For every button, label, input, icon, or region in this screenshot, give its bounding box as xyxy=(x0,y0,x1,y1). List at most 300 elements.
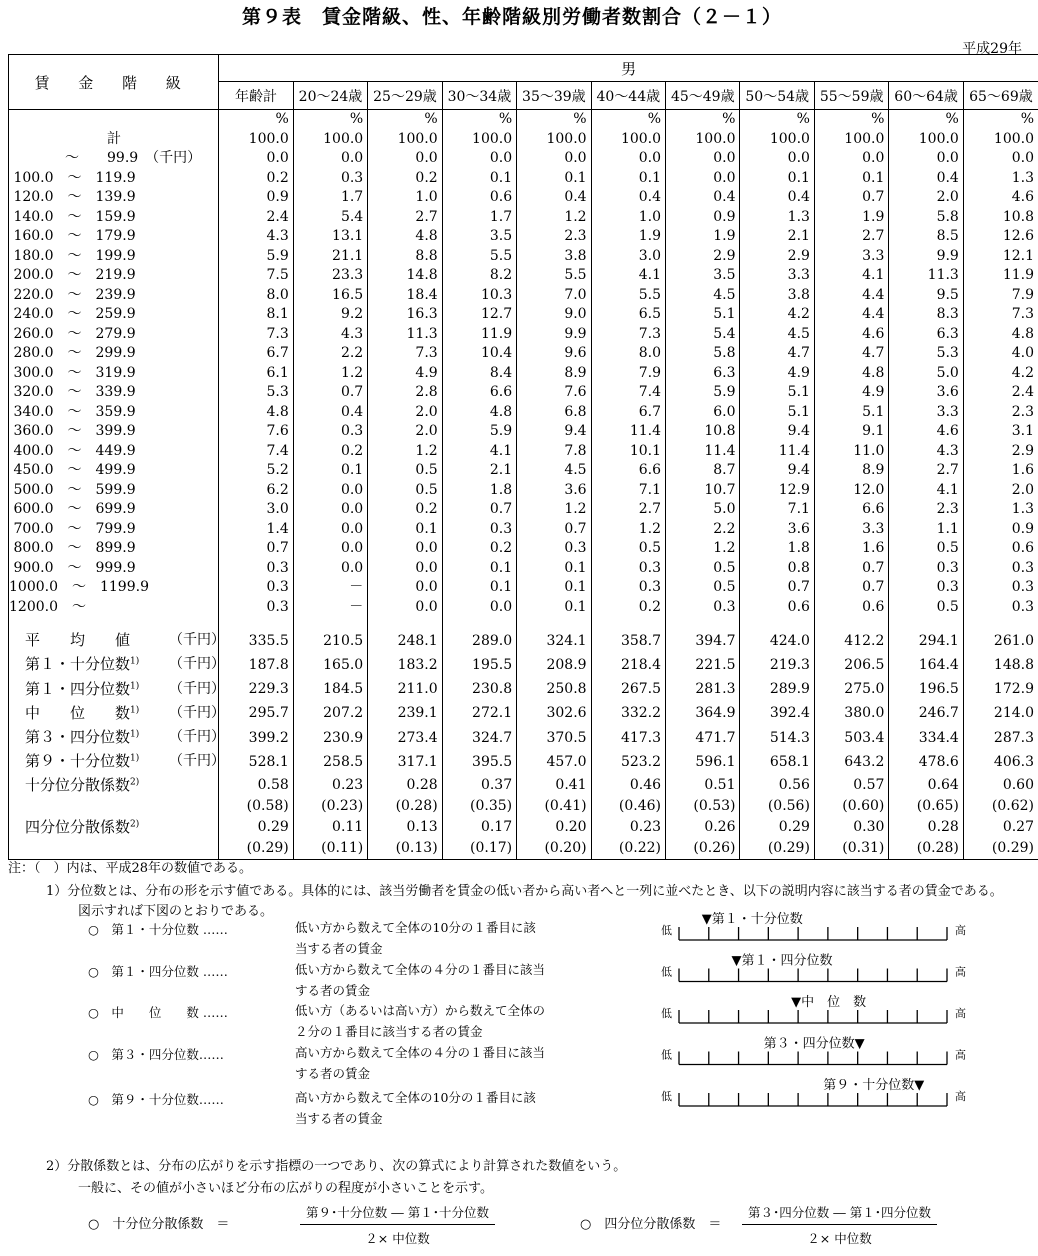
value-cell: 358.7 xyxy=(591,629,665,653)
stat-row xyxy=(9,702,1038,726)
value-cell: 9.5 xyxy=(889,286,963,306)
value-cell: 9.9 xyxy=(517,325,591,345)
value-cell: 5.1 xyxy=(740,403,814,423)
value-cell: 250.8 xyxy=(517,678,591,702)
value-cell: 9.4 xyxy=(740,461,814,481)
value-cell: 6.1 xyxy=(219,364,293,384)
value-cell: 0.51 xyxy=(666,775,740,797)
value-cell xyxy=(740,617,814,629)
quantile-scale xyxy=(661,1036,966,1065)
value-cell: 0.2 xyxy=(442,539,516,559)
value-cell: 10.7 xyxy=(666,481,740,501)
table-row xyxy=(9,539,1038,559)
value-cell: 16.3 xyxy=(368,305,442,325)
stat-unit: （千円） xyxy=(169,729,225,746)
value-cell: (0.58) xyxy=(219,796,293,817)
row-label: 120.0 ～ 139.9 xyxy=(9,188,219,208)
value-cell: 0.3 xyxy=(219,598,293,618)
value-cell: 7.4 xyxy=(219,442,293,462)
value-cell: 2.3 xyxy=(963,403,1038,423)
value-cell: 206.5 xyxy=(814,653,888,677)
value-cell: 424.0 xyxy=(740,629,814,653)
value-cell: 4.6 xyxy=(889,422,963,442)
value-cell: 221.5 xyxy=(666,653,740,677)
value-cell: 100.0 xyxy=(814,130,888,150)
row-label: 260.0 ～ 279.9 xyxy=(9,325,219,345)
row-label: 計 xyxy=(9,130,219,150)
value-cell: 1.0 xyxy=(368,188,442,208)
value-cell: 317.1 xyxy=(368,750,442,774)
value-cell: 0.64 xyxy=(889,775,963,797)
value-cell: 5.2 xyxy=(219,461,293,481)
value-cell: 4.7 xyxy=(814,344,888,364)
value-cell: 13.1 xyxy=(293,227,367,247)
value-cell: (0.28) xyxy=(368,796,442,817)
row-label: 340.0 ～ 359.9 xyxy=(9,403,219,423)
value-cell xyxy=(442,617,516,629)
value-cell: 406.3 xyxy=(963,750,1038,774)
value-cell: 275.0 xyxy=(814,678,888,702)
value-cell: 0.3 xyxy=(219,559,293,579)
value-cell: 267.5 xyxy=(591,678,665,702)
value-cell: 2.1 xyxy=(740,227,814,247)
value-cell: 100.0 xyxy=(666,130,740,150)
stat-name: 第１・四分位数 xyxy=(25,679,131,698)
row-label xyxy=(9,617,219,629)
value-cell: 0.4 xyxy=(591,188,665,208)
value-cell: 3.5 xyxy=(442,227,516,247)
value-cell: (0.46) xyxy=(591,796,665,817)
row-label: 450.0 ～ 499.9 xyxy=(9,461,219,481)
value-cell: 0.3 xyxy=(219,578,293,598)
value-cell: 3.0 xyxy=(591,247,665,267)
stat-footnote-ref: 1) xyxy=(130,705,140,716)
quantile-description: 低い方（あるいは高い方）から数えて全体の２分の１番目に該当する者の賃金 xyxy=(295,1003,546,1039)
table-row xyxy=(9,266,1038,286)
value-cell: (0.41) xyxy=(517,796,591,817)
value-cell: 0.0 xyxy=(293,559,367,579)
value-cell: % xyxy=(442,110,516,130)
value-cell: 334.4 xyxy=(889,726,963,750)
value-cell: 5.4 xyxy=(666,325,740,345)
value-cell: 4.8 xyxy=(963,325,1038,345)
value-cell: 0.1 xyxy=(740,169,814,189)
value-cell: 0.28 xyxy=(368,775,442,797)
age-header-cell: 50～54歳 xyxy=(740,82,814,110)
stat-row xyxy=(9,726,1038,750)
value-cell: 4.8 xyxy=(814,364,888,384)
quantile-item: ○ 中 位 数 …… xyxy=(88,1005,228,1020)
value-cell: 10.8 xyxy=(963,208,1038,228)
value-cell: 2.1 xyxy=(442,461,516,481)
value-cell: 4.8 xyxy=(368,227,442,247)
value-cell: 9.0 xyxy=(517,305,591,325)
value-cell: 478.6 xyxy=(889,750,963,774)
value-cell: 2.9 xyxy=(740,247,814,267)
value-cell: 100.0 xyxy=(517,130,591,150)
value-cell: 0.30 xyxy=(814,817,888,839)
value-cell xyxy=(368,617,442,629)
value-cell: 0.0 xyxy=(368,539,442,559)
age-header-cell: 65～69歳 xyxy=(963,82,1038,110)
value-cell: 10.1 xyxy=(591,442,665,462)
row-label xyxy=(9,775,219,797)
value-cell: 6.0 xyxy=(666,403,740,423)
value-cell: 0.0 xyxy=(740,149,814,169)
value-cell: 0.2 xyxy=(368,169,442,189)
wage-distribution-table xyxy=(8,54,1038,860)
age-header-cell: 60～64歳 xyxy=(889,82,963,110)
value-cell: 1.2 xyxy=(368,442,442,462)
value-cell: 0.3 xyxy=(889,578,963,598)
value-cell: 100.0 xyxy=(889,130,963,150)
value-cell: 6.7 xyxy=(591,403,665,423)
value-cell: 6.6 xyxy=(814,500,888,520)
value-cell: 218.4 xyxy=(591,653,665,677)
value-cell: 258.5 xyxy=(293,750,367,774)
quantile-description: 高い方から数えて全体の10分の１番目に該当する者の賃金 xyxy=(295,1090,536,1126)
value-cell: 1.9 xyxy=(666,227,740,247)
note-previous-year: 注：（ ）内は、平成28年の数値である。 xyxy=(8,861,253,876)
value-cell: 6.3 xyxy=(666,364,740,384)
value-cell: 0.7 xyxy=(740,578,814,598)
row-label: 280.0 ～ 299.9 xyxy=(9,344,219,364)
value-cell: 0.29 xyxy=(219,817,293,839)
stat-row xyxy=(9,653,1038,677)
value-cell: 394.7 xyxy=(666,629,740,653)
value-cell: 0.0 xyxy=(368,559,442,579)
value-cell: 1.2 xyxy=(517,500,591,520)
age-header-cell: 年齢計 xyxy=(219,82,293,110)
stat-unit: （千円） xyxy=(169,753,225,770)
value-cell: 246.7 xyxy=(889,702,963,726)
value-cell: 9.6 xyxy=(517,344,591,364)
value-cell: 287.3 xyxy=(963,726,1038,750)
value-cell: 7.1 xyxy=(740,500,814,520)
scale-high-label: 高 xyxy=(955,965,966,979)
value-cell: 0.2 xyxy=(293,442,367,462)
value-cell: 392.4 xyxy=(740,702,814,726)
value-cell: 0.60 xyxy=(963,775,1038,797)
value-cell: 289.0 xyxy=(442,629,516,653)
value-cell: 0.9 xyxy=(219,188,293,208)
value-cell: 0.1 xyxy=(442,169,516,189)
value-cell: (0.28) xyxy=(889,838,963,859)
value-cell: 335.5 xyxy=(219,629,293,653)
value-cell: 0.58 xyxy=(219,775,293,797)
row-label xyxy=(9,653,225,677)
value-cell: 7.3 xyxy=(963,305,1038,325)
value-cell: 528.1 xyxy=(219,750,293,774)
unit-row xyxy=(9,110,1038,130)
value-cell: 3.3 xyxy=(814,520,888,540)
value-cell: 0.6 xyxy=(442,188,516,208)
value-cell: 8.2 xyxy=(442,266,516,286)
value-cell: (0.56) xyxy=(740,796,814,817)
row-label: 320.0 ～ 339.9 xyxy=(9,383,219,403)
value-cell: 1.3 xyxy=(963,500,1038,520)
table-row xyxy=(9,344,1038,364)
stat-footnote-ref: 1) xyxy=(130,753,140,764)
value-cell: 2.9 xyxy=(963,442,1038,462)
row-label xyxy=(9,702,225,726)
value-cell: 1.6 xyxy=(814,539,888,559)
value-cell: 0.4 xyxy=(517,188,591,208)
value-cell: 380.0 xyxy=(814,702,888,726)
value-cell: 248.1 xyxy=(368,629,442,653)
sex-header: 男 xyxy=(219,55,1038,82)
stat-name: 第３・四分位数 xyxy=(25,728,131,747)
value-cell: 7.3 xyxy=(591,325,665,345)
value-cell: 4.8 xyxy=(442,403,516,423)
value-cell: 399.2 xyxy=(219,726,293,750)
table-row xyxy=(9,461,1038,481)
value-cell: 4.1 xyxy=(889,481,963,501)
value-cell: 294.1 xyxy=(889,629,963,653)
value-cell: 214.0 xyxy=(963,702,1038,726)
value-cell: 2.0 xyxy=(368,422,442,442)
value-cell: 0.5 xyxy=(889,539,963,559)
value-cell: 0.56 xyxy=(740,775,814,797)
value-cell: 0.0 xyxy=(889,149,963,169)
value-cell: 12.9 xyxy=(740,481,814,501)
value-cell: 0.0 xyxy=(666,149,740,169)
value-cell: 4.1 xyxy=(814,266,888,286)
value-cell: 195.5 xyxy=(442,653,516,677)
row-label xyxy=(9,726,225,750)
table-row xyxy=(9,422,1038,442)
stat-row xyxy=(9,750,1038,774)
stat-footnote-ref: 1) xyxy=(130,680,140,691)
wage-class-header: 賃 金 階 級 xyxy=(9,55,219,110)
value-cell: 0.7 xyxy=(219,539,293,559)
value-cell xyxy=(293,617,367,629)
value-cell: 0.6 xyxy=(963,539,1038,559)
value-cell: 5.9 xyxy=(442,422,516,442)
value-cell: 0.57 xyxy=(814,775,888,797)
value-cell: 1.1 xyxy=(889,520,963,540)
value-cell: 7.0 xyxy=(517,286,591,306)
value-cell: (0.65) xyxy=(889,796,963,817)
value-cell: 9.1 xyxy=(814,422,888,442)
value-cell: 0.1 xyxy=(442,578,516,598)
value-cell: 395.5 xyxy=(442,750,516,774)
value-cell: 4.9 xyxy=(740,364,814,384)
value-cell: 5.5 xyxy=(591,286,665,306)
value-cell: 0.7 xyxy=(814,559,888,579)
value-cell: % xyxy=(963,110,1038,130)
value-cell: 2.0 xyxy=(963,481,1038,501)
row-label: 200.0 ～ 219.9 xyxy=(9,266,219,286)
value-cell: 4.8 xyxy=(219,403,293,423)
row-label: 600.0 ～ 699.9 xyxy=(9,500,219,520)
value-cell: 0.20 xyxy=(517,817,591,839)
value-cell: 7.3 xyxy=(368,344,442,364)
value-cell: 0.11 xyxy=(293,817,367,839)
value-cell: 412.2 xyxy=(814,629,888,653)
value-cell xyxy=(666,617,740,629)
value-cell: 2.3 xyxy=(889,500,963,520)
value-cell: 2.0 xyxy=(368,403,442,423)
table-row xyxy=(9,325,1038,345)
value-cell: 18.4 xyxy=(368,286,442,306)
value-cell: 8.0 xyxy=(591,344,665,364)
value-cell: % xyxy=(814,110,888,130)
value-cell: 4.4 xyxy=(814,305,888,325)
stat-footnote-ref: 1) xyxy=(130,729,140,740)
value-cell: 457.0 xyxy=(517,750,591,774)
table-row xyxy=(9,500,1038,520)
value-cell: 2.7 xyxy=(591,500,665,520)
coef-footnote-ref: 2) xyxy=(130,819,140,830)
value-cell: 261.0 xyxy=(963,629,1038,653)
value-cell: 1.6 xyxy=(963,461,1038,481)
value-cell: % xyxy=(219,110,293,130)
value-cell: 0.5 xyxy=(889,598,963,618)
row-label: 1200.0 ～ xyxy=(9,598,219,618)
value-cell: 0.3 xyxy=(293,422,367,442)
value-cell: 7.8 xyxy=(517,442,591,462)
value-cell: 0.7 xyxy=(442,500,516,520)
value-cell: 0.7 xyxy=(517,520,591,540)
table-row xyxy=(9,598,1038,618)
value-cell: 11.4 xyxy=(740,442,814,462)
scale-low-label: 低 xyxy=(661,965,672,979)
value-cell: 0.6 xyxy=(814,598,888,618)
value-cell: 3.6 xyxy=(740,520,814,540)
table-row xyxy=(9,188,1038,208)
value-cell: 0.26 xyxy=(666,817,740,839)
value-cell: (0.29) xyxy=(219,838,293,859)
value-cell: 164.4 xyxy=(889,653,963,677)
value-cell: 7.9 xyxy=(591,364,665,384)
value-cell: 5.1 xyxy=(666,305,740,325)
row-label: 500.0 ～ 599.9 xyxy=(9,481,219,501)
value-cell: 184.5 xyxy=(293,678,367,702)
value-cell: % xyxy=(517,110,591,130)
row-label: 360.0 ～ 399.9 xyxy=(9,422,219,442)
value-cell: 0.0 xyxy=(442,149,516,169)
value-cell: 14.8 xyxy=(368,266,442,286)
value-cell: 0.6 xyxy=(740,598,814,618)
value-cell: 0.0 xyxy=(293,481,367,501)
value-cell: 11.9 xyxy=(442,325,516,345)
value-cell: % xyxy=(740,110,814,130)
value-cell: 2.7 xyxy=(814,227,888,247)
value-cell: 2.4 xyxy=(219,208,293,228)
value-cell: 4.9 xyxy=(368,364,442,384)
value-cell: 5.3 xyxy=(219,383,293,403)
value-cell: 0.1 xyxy=(517,598,591,618)
value-cell: 289.9 xyxy=(740,678,814,702)
decile-formula-numerator: 第９･十分位数 ― 第１･十分位数 xyxy=(300,1203,495,1225)
value-cell: 3.8 xyxy=(740,286,814,306)
value-cell: 11.3 xyxy=(889,266,963,286)
value-cell: 12.6 xyxy=(963,227,1038,247)
value-cell: 208.9 xyxy=(517,653,591,677)
value-cell: 187.8 xyxy=(219,653,293,677)
value-cell: 2.8 xyxy=(368,383,442,403)
quartile-formula-denominator: ２× 中位数 xyxy=(807,1231,872,1246)
decile-formula xyxy=(300,1203,495,1247)
value-cell: 4.5 xyxy=(666,286,740,306)
value-cell: 0.7 xyxy=(814,578,888,598)
value-cell: 5.8 xyxy=(889,208,963,228)
value-cell: 11.4 xyxy=(591,422,665,442)
quantile-diagram xyxy=(655,908,985,1123)
value-cell: 229.3 xyxy=(219,678,293,702)
value-cell: 207.2 xyxy=(293,702,367,726)
value-cell: (0.23) xyxy=(293,796,367,817)
value-cell: 0.0 xyxy=(368,598,442,618)
value-cell: 4.3 xyxy=(219,227,293,247)
value-cell: 1.2 xyxy=(293,364,367,384)
value-cell: 324.1 xyxy=(517,629,591,653)
stat-name: 平 均 値 xyxy=(25,631,131,649)
table-row xyxy=(9,520,1038,540)
quantile-description: 低い方から数えて全体の10分の１番目に該当する者の賃金 xyxy=(295,920,536,956)
row-label: 800.0 ～ 899.9 xyxy=(9,539,219,559)
value-cell: 100.0 xyxy=(740,130,814,150)
scale-low-label: 低 xyxy=(661,1007,672,1020)
value-cell: 1.8 xyxy=(740,539,814,559)
value-cell: 370.5 xyxy=(517,726,591,750)
age-header-cell: 20～24歳 xyxy=(293,82,367,110)
value-cell: 0.0 xyxy=(666,169,740,189)
value-cell: 10.4 xyxy=(442,344,516,364)
value-cell: 0.5 xyxy=(368,481,442,501)
value-cell: 0.13 xyxy=(368,817,442,839)
value-cell: 0.23 xyxy=(293,775,367,797)
value-cell: % xyxy=(889,110,963,130)
value-cell: 7.9 xyxy=(963,286,1038,306)
value-cell: 0.9 xyxy=(963,520,1038,540)
value-cell: 4.4 xyxy=(814,286,888,306)
row-label: 100.0 ～ 119.9 xyxy=(9,169,219,189)
table-row xyxy=(9,247,1038,267)
row-label: 300.0 ～ 319.9 xyxy=(9,364,219,384)
value-cell: 302.6 xyxy=(517,702,591,726)
value-cell: (0.62) xyxy=(963,796,1038,817)
value-cell: 6.2 xyxy=(219,481,293,501)
value-cell: 514.3 xyxy=(740,726,814,750)
quantile-marker-label: 第９・十分位数▼ xyxy=(823,1078,925,1093)
value-cell: 5.1 xyxy=(814,403,888,423)
value-cell: 503.4 xyxy=(814,726,888,750)
row-label: 240.0 ～ 259.9 xyxy=(9,305,219,325)
value-cell: 1.7 xyxy=(442,208,516,228)
value-cell: 7.6 xyxy=(219,422,293,442)
value-cell: 0.3 xyxy=(963,598,1038,618)
value-cell: 100.0 xyxy=(219,130,293,150)
value-cell: 4.7 xyxy=(740,344,814,364)
value-cell: 9.9 xyxy=(889,247,963,267)
value-cell: 10.3 xyxy=(442,286,516,306)
value-cell: 10.8 xyxy=(666,422,740,442)
value-cell: 6.6 xyxy=(442,383,516,403)
value-cell: 0.9 xyxy=(666,208,740,228)
value-cell: 7.5 xyxy=(219,266,293,286)
value-cell: 211.0 xyxy=(368,678,442,702)
value-cell: 8.7 xyxy=(666,461,740,481)
row-label xyxy=(9,110,219,130)
value-cell: 230.9 xyxy=(293,726,367,750)
table-row xyxy=(9,559,1038,579)
row-label: ～ 99.9 （千円） xyxy=(9,149,219,169)
value-cell: 1.3 xyxy=(740,208,814,228)
value-cell: － xyxy=(293,598,367,618)
value-cell: 0.4 xyxy=(666,188,740,208)
